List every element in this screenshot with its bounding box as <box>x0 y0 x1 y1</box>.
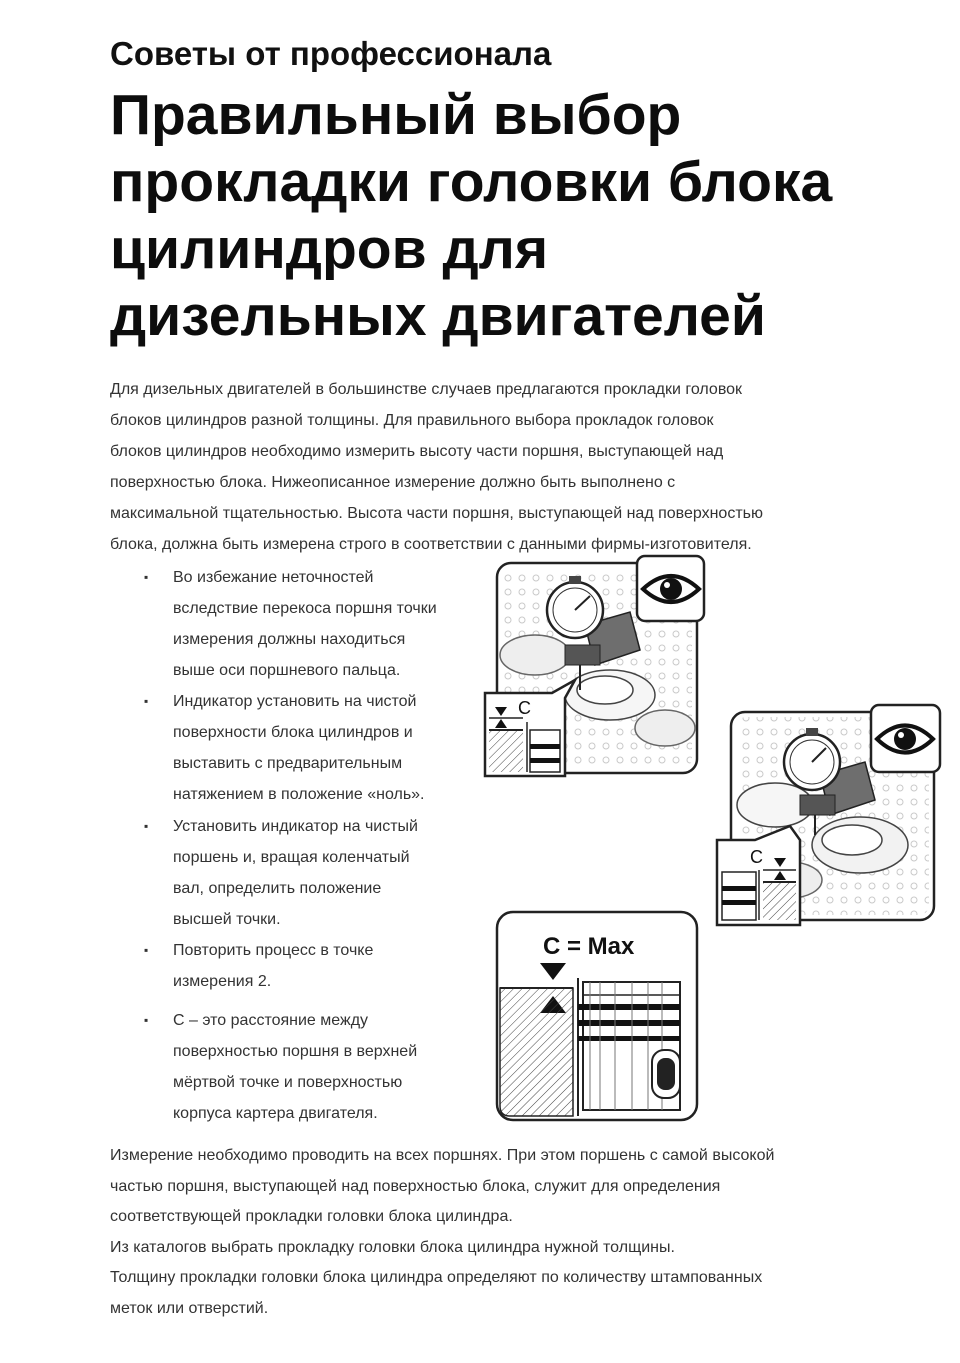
closing-line: Измерение необходимо проводить на всех поршнях. При этом поршень с самой высокой <box>110 1147 775 1164</box>
closing-line: частью поршня, выступающей над поверхностью блока, служит для определения <box>110 1177 721 1195</box>
intro-line: блоков цилиндров необходимо измерить высоту части поршня, выступающей над <box>110 443 724 460</box>
title-line: дизельных двигателей <box>110 284 766 348</box>
list-item-line: корпуса картера двигателя. <box>173 1105 378 1122</box>
list-item-line: выставить с предварительным <box>173 755 403 772</box>
gap-callout <box>717 826 800 925</box>
list-item-line: Установить индикатор на чистый <box>173 818 418 835</box>
gap-callout <box>485 680 575 776</box>
eye-icon <box>871 705 940 772</box>
intro-line: Для дизельных двигателей в большинстве случаев предлагаются прокладки головок <box>110 381 743 398</box>
bullet-marker: ▪ <box>144 694 149 708</box>
bullet-marker: ▪ <box>144 819 149 833</box>
figure-max-gap <box>497 912 697 1120</box>
bullet-marker: ▪ <box>144 1013 149 1027</box>
page-subtitle: Советы от профессионала <box>110 35 552 72</box>
bullet-marker: ▪ <box>144 943 149 957</box>
intro-line: блока, должна быть измерена строго в соответствии с данными фирмы-изготовителя. <box>110 536 752 553</box>
list-item-line: вал, определить положение <box>173 880 382 897</box>
figure-measurement-1 <box>485 556 704 776</box>
closing-paragraph <box>110 1141 890 1324</box>
closing-line: Из каталогов выбрать прокладку головки блока цилиндра нужной толщины. <box>110 1238 675 1256</box>
list-item-line: поршень и, вращая коленчатый <box>173 849 410 866</box>
closing-line: соответствующей прокладки головки блока цилиндра. <box>110 1208 513 1225</box>
list-item-line: поверхностью поршня в верхней <box>173 1043 418 1060</box>
closing-line: Толщину прокладки головки блока цилиндра определяют по количеству штампованных <box>110 1269 763 1286</box>
title-line: Правильный выбор <box>110 83 682 147</box>
closing-line: меток или отверстий. <box>110 1299 269 1317</box>
list-item-line: С – это расстояние между <box>173 1012 369 1029</box>
list-item-line: поверхности блока цилиндров и <box>173 724 413 741</box>
fig3-title: C = Max <box>543 933 635 960</box>
figure-measurement-2 <box>717 705 940 925</box>
list-item-line: натяжением в положение «ноль». <box>173 786 425 803</box>
list-item-line: измерения 2. <box>173 973 272 990</box>
list-item-line: высшей точки. <box>173 911 281 928</box>
list-item-line: Повторить процесс в точке <box>173 942 374 959</box>
fig2-c-label: C <box>750 847 763 867</box>
list-item-line: Во избежание неточностей <box>173 569 374 586</box>
title-line: прокладки головки блока <box>110 150 833 214</box>
list-item-line: выше оси поршневого пальца. <box>173 662 401 679</box>
eye-icon <box>637 556 704 621</box>
intro-line: блоков цилиндров разной толщины. Для правильного выбора прокладок головок <box>110 412 714 429</box>
intro-line: поверхностью блока. Нижеописанное измерение должно быть выполнено с <box>110 474 676 491</box>
list-item-line: вследствие перекоса поршня точки <box>173 600 437 617</box>
list-item-line: Индикатор установить на чистой <box>173 693 417 710</box>
list-item-line: измерения должны находиться <box>173 631 406 648</box>
intro-line: максимальной тщательностью. Высота части поршня, выступающей над поверхностью <box>110 505 763 522</box>
fig1-c-label: C <box>518 698 531 718</box>
bullet-marker: ▪ <box>144 570 149 584</box>
title-line: цилиндров для <box>110 217 549 281</box>
list-item-line: мёртвой точке и поверхностью <box>173 1074 403 1091</box>
